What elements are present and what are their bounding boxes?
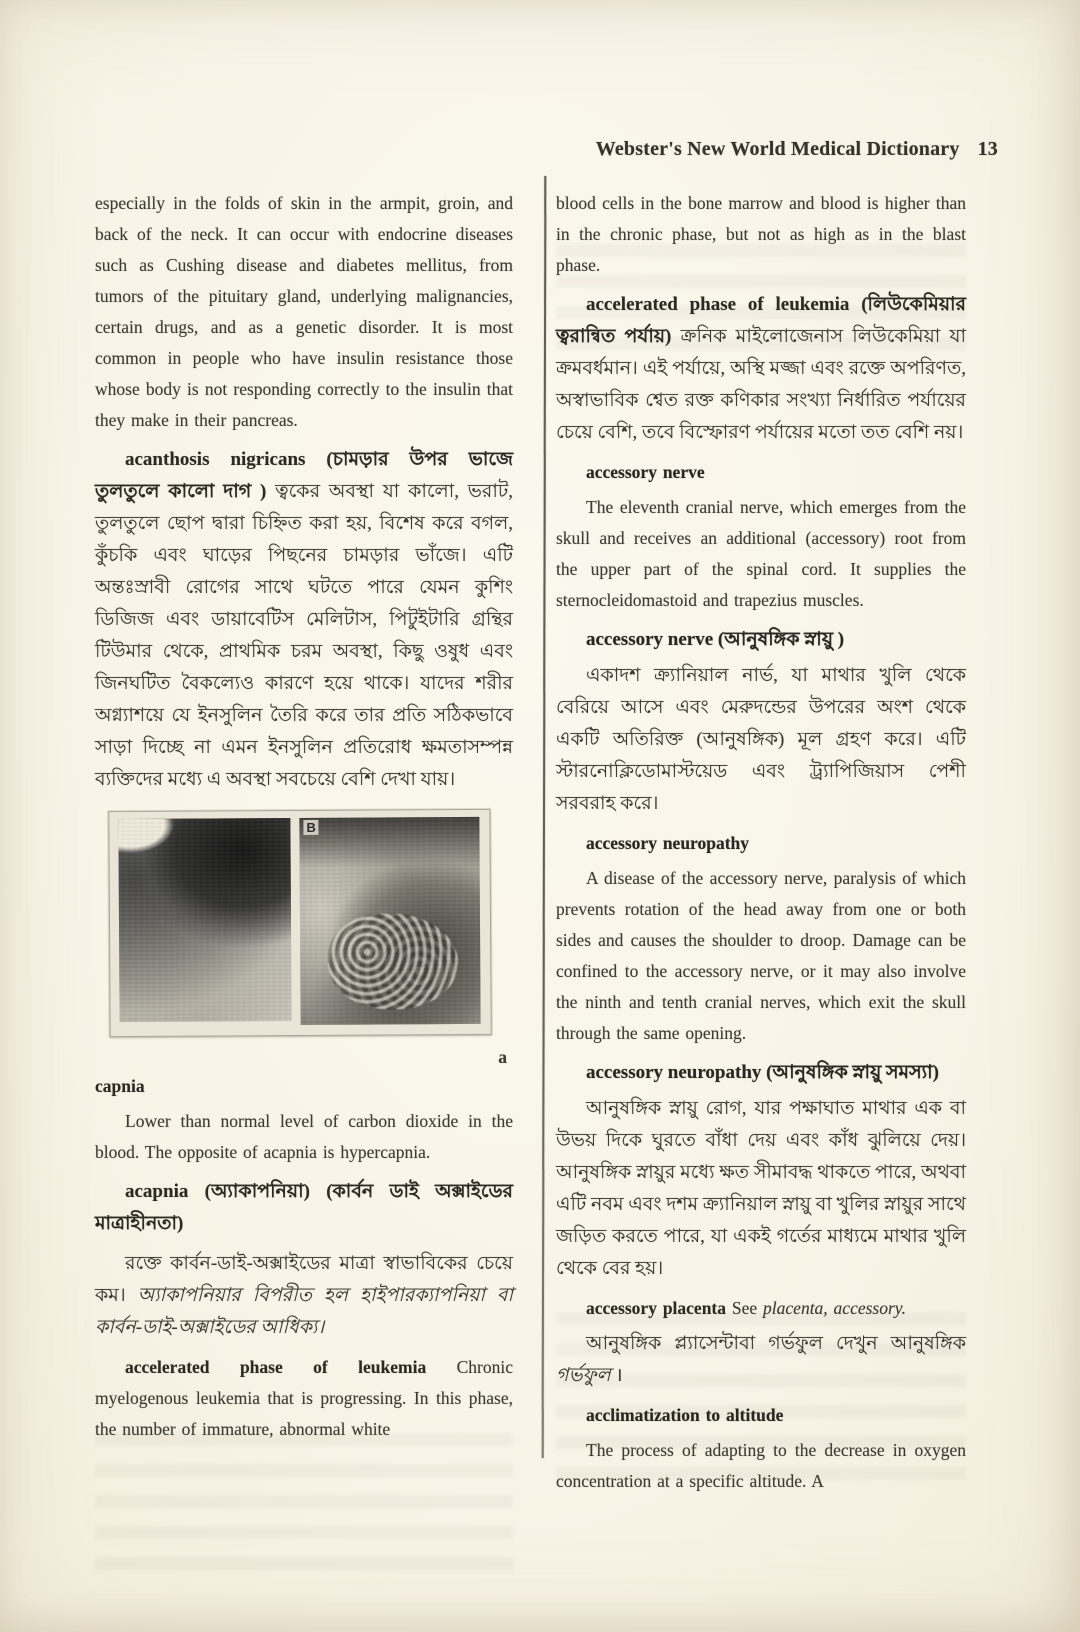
right-column [556,188,966,1497]
entry-accelerated-phase [95,1352,513,1445]
column-divider-rule [542,176,547,1458]
bleed-through-texture [95,1430,513,1570]
entry-headword: accelerated phase of leukemia [125,1357,427,1377]
entry-definition-bengali: ক্রনিক মাইলোজেনাস লিউকেমিয়া যা ক্রমবর্ধমান। এই পর্যায়ে, অস্থি মজ্জা এবং রক্তে অপরিণত, অস্বাভাবিক শ্বেত রক্ত কণিকার সংখ্যা নির্ধারিত পর্যায়ের চেয়ে বেশি, তবে বিস্ফোরণ পর্যায়ের মতো তত বেশি নয়। [556,326,966,443]
page-number: 13 [977,138,998,160]
running-header [596,138,998,161]
entry-accessory-placenta [556,1293,966,1324]
definition-text: আনুষঙ্গিক প্ল্যাসেন্টাবা গর্ভফুল দেখুন আনুষঙ্গিক [586,1333,966,1354]
definition-accessory-neuropathy-bengali: আনুষঙ্গিক স্নায়ু রোগ, যার পক্ষাঘাত মাথার এক বা উভয় দিকে ঘুরতে বাঁধা দেয় এবং কাঁধ ঝুলিয়ে দেয়। আনুষঙ্গিক স্নায়ুর মধ্যে ক্ষত সীমাবদ্ধ থাকতে পারে, অথবা এটি নবম এবং দশম ক্র্যানিয়াল স্নায়ু বা খুলির স্নায়ুর সাথে জড়িত করতে পারে, যা একই গর্তের মাধ্যমে মাথার খুলি থেকে বের হয়। [556,1098,966,1279]
entry-definition-bengali: ত্বকের অবস্থা যা কালো, ভরাট, তুলতুলে ছোপ দ্বারা চিহ্নিত করা হয়, বিশেষ করে বগল, কুঁচকি এবং ঘাড়ের পিছনের চামড়ার ভাঁজে। এটি অন্তঃস্রাবী রোগের সাথে ঘটতে পারে যেমন কুশিং ডিজিজ এবং ডায়াবেটিস মেলিটাস, পিটুইটারি গ্রন্থির টিউমার থেকে, প্রাথমিক চরম অবস্থা, কিছু ওষুধ এবং জিনঘটিত বৈকল্যেও কারণে হয়ে থাকে। যাদের শরীর অগ্ন্যাশয়ে যে ইনসুলিন তৈরি করে তার প্রতি সঠিকভাবে সাড়া দিচ্ছে না এমন ইনসুলিন প্রতিরোধ ক্ষমতাসম্পন্ন ব্যক্তিদের মধ্যে এ অবস্থা সবচেয়ে বেশি দেখা যায়। [95,481,513,790]
entry-heading-acclimatization: acclimatization to altitude [586,1405,784,1425]
headword-break-prefix: a [498,1047,507,1067]
definition-text-italic: অ্যাকাপনিয়ার বিপরীত হল হাইপারক্যাপনিয়া বা কার্বন-ডাই-অক্সাইডের আধিক্য। [95,1285,513,1338]
definition-acapnia-english: Lower than normal level of carbon dioxide in the blood. The opposite of acapnia is hypercapnia. [95,1111,513,1162]
entry-headword-bengali: (চামড়ার উপর ভাজে তুলতুলে কালো দাগ ) [95,449,513,502]
definition-acclimatization: The process of adapting to the decrease in oxygen concentration at a specific altitude. A [556,1440,966,1491]
entry-headword-bengali: (লিউকেমিয়ার ত্বরান্বিত পর্যায়) [556,294,966,347]
entry-headword-bengali: (অ্যাকাপনিয়া) (কার্বন ডাই অক্সাইডের মাত্রাহীনতা) [95,1181,514,1234]
paragraph-acanthosis-continuation: especially in the folds of skin in the armpit, groin, and back of the neck. It can occur with endocrine diseases such as Cushing disease and diabetes mellitus, from tumors of the pituitary gland, underlying malignancies, certain drugs, and as a genetic disorder. It is most common in people who have insulin resistance those whose body is not responding correctly to the insulin that they make in their pancreas. [95,193,513,430]
definition-acapnia-bengali [95,1248,513,1344]
entry-heading-accessory-neuropathy-bengali: accessory neuropathy (আনুষঙ্গিক স্নায়ু সমস্যা) [586,1062,940,1083]
headword-break-suffix: capnia [95,1076,145,1096]
definition-accessory-neuropathy: A disease of the accessory nerve, paralysis of which prevents rotation of the head away from one or both sides and causes the shoulder to droop. Damage can be confined to the accessory nerve, or it may also involve the ninth and tenth cranial nerves, which exit the skull through the same opening. [556,868,966,1043]
sentence-end-mark: । [615,1365,623,1386]
entry-accessory-placenta-bengali [556,1328,966,1392]
photo-panel-b [299,817,480,1025]
entry-headword: accelerated phase of leukemia [586,294,850,315]
entry-headword: accessory placenta [586,1298,727,1318]
entry-headword: acanthosis nigricans [125,449,306,470]
paragraph-accelerated-continuation: blood cells in the bone marrow and blood is higher than in the chronic phase, but not as high as in the blast phase. [556,193,966,275]
book-title: Webster's New World Medical Dictionary [595,138,960,160]
acanthosis-nigricans-photo [108,809,491,1037]
definition-text: রক্তে কার্বন-ডাই-অক্সাইডের মাত্রা স্বাভাবিকের চেয়ে কম। [95,1253,513,1306]
entry-heading-accessory-nerve: accessory nerve [586,462,705,482]
entry-accelerated-phase-bengali [556,289,966,449]
cross-reference-italic: placenta, accessory. [763,1298,906,1318]
left-column [95,188,513,1445]
entry-headword: acapnia [125,1181,189,1202]
entry-heading-accessory-nerve-bengali: accessory nerve (আনুষঙ্গিক স্নায়ু ) [586,629,845,650]
definition-accessory-nerve-bengali: একাদশ ক্র্যানিয়াল নার্ভ, যা মাথার খুলি থেকে বেরিয়ে আসে এবং মেরুদন্ডের উপরের অংশ থেকে একটি অতিরিক্ত (আনুষঙ্গিক) মূল গ্রহণ করে। এটি স্টারনোক্লিডোমাস্টয়েড এবং ট্র্যাপিজিয়াস পেশী সরবরাহ করে। [556,665,966,814]
photo-grain [118,818,291,1022]
cross-reference-italic-bengali: গর্ভফুল [556,1365,611,1386]
entry-acanthosis-nigricans [95,444,513,796]
entry-heading-accessory-neuropathy: accessory neuropathy [586,833,750,853]
entry-acapnia [95,1176,513,1240]
entry-definition: Chronic myelogenous leukemia that is progressing. In this phase, the number of immature, abnormal white [95,1357,514,1439]
photo-grain [299,817,480,1025]
see-reference: See [731,1298,758,1318]
photo-panel-a [118,818,291,1022]
panel-b-label: B [303,820,318,835]
definition-accessory-nerve: The eleventh cranial nerve, which emerges from the skull and receives an additional (accessory) root from the upper part of the spinal cord. It supplies the sternocleidomastoid and trapezius muscles. [556,497,966,610]
